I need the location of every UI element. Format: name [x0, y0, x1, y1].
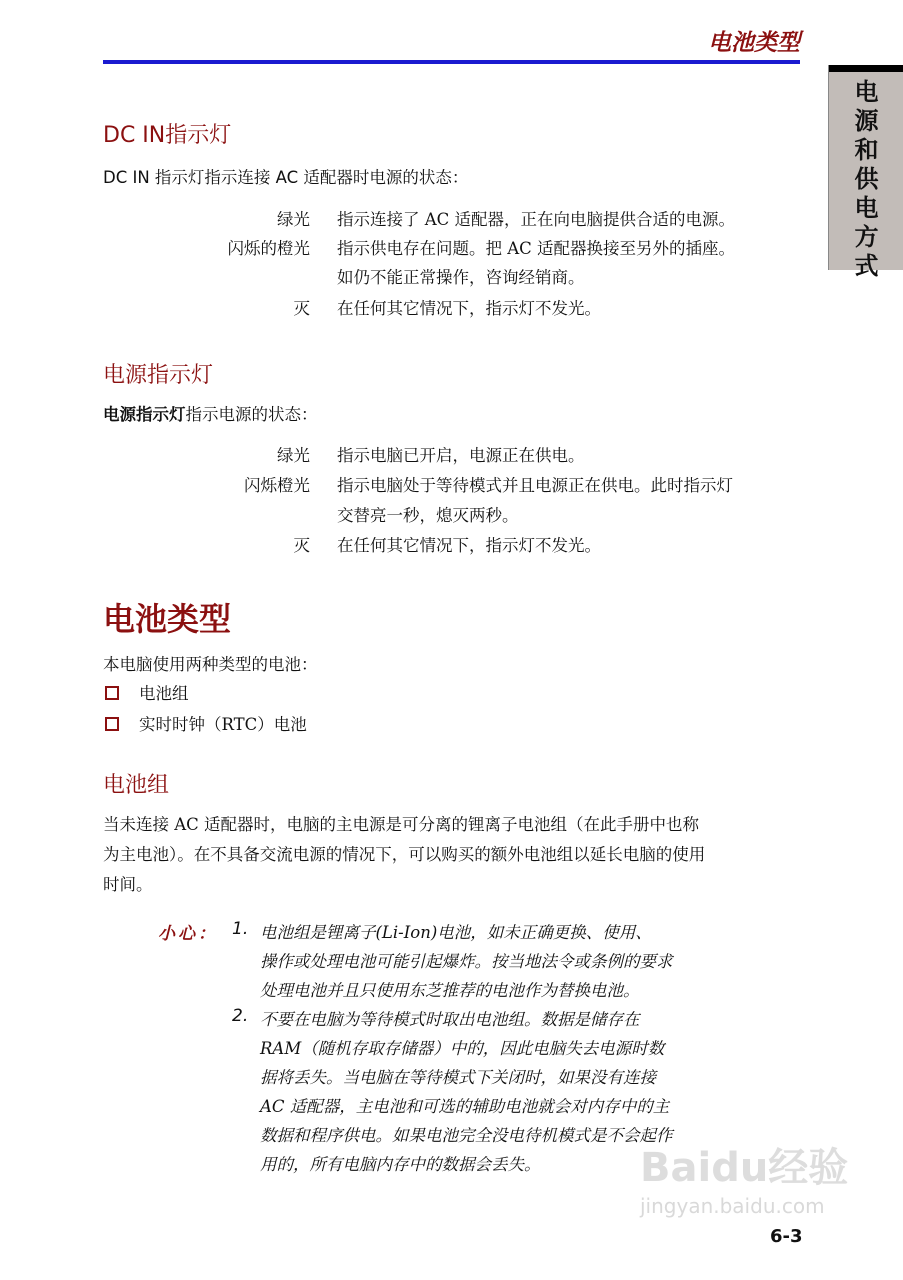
side-tab-label: 电源和供电方式: [854, 78, 879, 280]
power-intro: [103, 401, 318, 425]
header-rule: [103, 60, 800, 64]
dcin-label-amber: 闪烁的橙光: [227, 239, 310, 258]
running-title: 电池类型: [708, 30, 800, 56]
battery-pack-heading: 电池组: [103, 773, 170, 798]
caution-2-line: 用的，所有电脑内存中的数据会丢失。: [260, 1155, 541, 1174]
watermark-logo: Baidu经验: [640, 1145, 849, 1191]
caution-2-line: 据将丢失。当电脑在等待模式下关闭时，如果没有连接: [260, 1068, 656, 1087]
caution-2-line: 数据和程序供电。如果电池完全没电待机模式是不会起作: [260, 1126, 673, 1145]
dcin-desc-amber-2: 如仍不能正常操作，咨询经销商。: [337, 268, 585, 287]
power-desc-amber-2: 交替亮一秒，熄灭两秒。: [337, 506, 519, 525]
battery-types-intro: 本电脑使用两种类型的电池：: [103, 655, 318, 674]
power-heading: 电源指示灯: [103, 363, 214, 388]
battery-types-heading: 电池类型: [103, 600, 232, 638]
power-intro-bold: 电源指示灯: [103, 405, 186, 424]
caution-1-line: 处理电池并且只使用东芝推荐的电池作为替换电池。: [260, 981, 640, 1000]
dcin-intro: DC IN 指示灯指示连接 AC 适配器时电源的状态：: [103, 168, 469, 187]
power-intro-rest: 指示电源的状态：: [185, 405, 318, 424]
caution-1-line: 操作或处理电池可能引起爆炸。按当地法令或条例的要求: [260, 952, 673, 971]
battery-pack-para-3: 时间。: [103, 875, 153, 894]
battery-pack-para-1: 当未连接 AC 适配器时，电脑的主电源是可分离的锂离子电池组（在此手册中也称: [103, 815, 700, 834]
page-number: 6-3: [770, 1226, 803, 1247]
dcin-heading: DC IN指示灯: [103, 123, 232, 148]
caution-2-line: AC 适配器，主电池和可选的辅助电池就会对内存中的主: [260, 1097, 670, 1116]
power-desc-amber-1: 指示电脑处于等待模式并且电源正在供电。此时指示灯: [337, 476, 733, 495]
caution-label: 小心：: [158, 924, 218, 944]
caution-number-1: 1.: [232, 919, 249, 939]
checkbox-bullet-icon: [105, 717, 119, 731]
chapter-side-tab: [828, 65, 903, 280]
power-label-off: 灭: [293, 536, 310, 555]
dcin-label-off: 灭: [293, 299, 310, 318]
watermark-url: jingyan.baidu.com: [640, 1194, 825, 1218]
dcin-desc-off: 在任何其它情况下，指示灯不发光。: [337, 299, 601, 318]
bullet-text: 电池组: [139, 684, 189, 703]
dcin-label-green: 绿光: [277, 210, 310, 229]
checkbox-bullet-icon: [105, 686, 119, 700]
dcin-desc-amber-1: 指示供电存在问题。把 AC 适配器换接至另外的插座。: [337, 239, 736, 258]
power-label-amber: 闪烁橙光: [244, 476, 310, 495]
caution-number-2: 2.: [232, 1006, 249, 1026]
bullet-text: 实时时钟（RTC）电池: [139, 715, 307, 734]
dcin-desc-green: 指示连接了 AC 适配器，正在向电脑提供合适的电源。: [337, 210, 736, 229]
power-desc-off: 在任何其它情况下，指示灯不发光。: [337, 536, 601, 555]
bullet-item: [105, 680, 189, 704]
caution-1-line: 电池组是锂离子(Li-Ion)电池，如未正确更换、使用、: [260, 923, 652, 942]
bullet-item: [105, 711, 307, 735]
caution-2-line: 不要在电脑为等待模式时取出电池组。数据是储存在: [260, 1010, 640, 1029]
power-desc-green: 指示电脑已开启，电源正在供电。: [337, 446, 585, 465]
caution-2-line: RAM（随机存取存储器）中的，因此电脑失去电源时数: [260, 1039, 665, 1058]
power-label-green: 绿光: [277, 446, 310, 465]
battery-pack-para-2: 为主电池）。在不具备交流电源的情况下，可以购买的额外电池组以延长电脑的使用: [103, 845, 706, 864]
